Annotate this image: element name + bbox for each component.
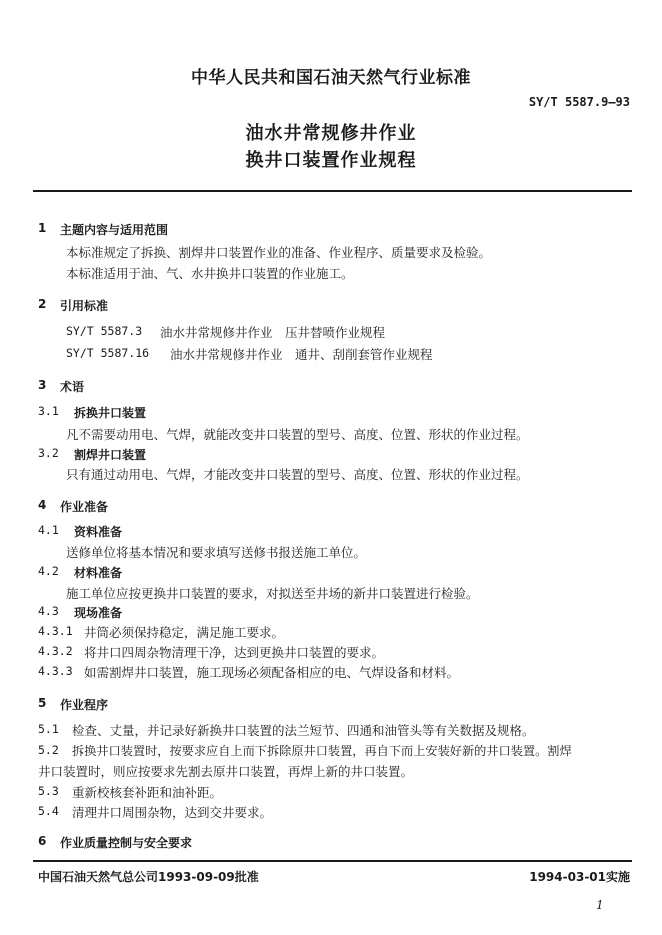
- section-5-1-number: 5.1: [38, 722, 59, 736]
- section-5-3-text: 重新校核套补距和油补距。: [72, 785, 223, 800]
- section-4-3-1-text: 井筒必须保持稳定，满足施工要求。: [84, 625, 285, 640]
- section-1-number: 1: [38, 221, 47, 235]
- section-4-1-number: 4.1: [38, 523, 59, 537]
- section-4-3-2-number: 4.3.2: [38, 644, 73, 658]
- section-4-2-number: 4.2: [38, 564, 59, 578]
- section-4-1-text: 送修单位将基本情况和要求填写送修书报送施工单位。: [66, 545, 367, 560]
- section-3-number: 3: [38, 378, 47, 392]
- section-4-2-title: 材料准备: [74, 566, 123, 580]
- section-4-3-number: 4.3: [38, 604, 59, 618]
- section-5-4-text: 清理井口周围杂物，达到交井要求。: [72, 805, 273, 820]
- section-4-1-title: 资料准备: [74, 525, 123, 539]
- standard-code: SY/T 5587.9—93: [528, 95, 630, 109]
- section-4-3-3-text: 如需割焊井口装置，施工现场必须配备相应的电、气焊设备和材料。: [84, 665, 460, 680]
- section-3-1-number: 3.1: [38, 404, 59, 418]
- section-4-3-title: 现场准备: [74, 606, 123, 620]
- reference-2-code: SY/T 5587.16: [66, 346, 150, 360]
- section-6-number: 6: [38, 834, 47, 848]
- header-divider: [33, 190, 632, 192]
- section-4-3-3-number: 4.3.3: [38, 664, 73, 678]
- section-3-2-title: 割焊井口装置: [74, 448, 147, 462]
- section-4-2-text: 施工单位应按更换井口装置的要求，对拟送至井场的新井口装置进行检验。: [66, 586, 479, 601]
- standard-body: 中华人民共和国石油天然气行业标准: [191, 68, 471, 88]
- section-5-4-number: 5.4: [38, 804, 59, 818]
- section-3-1-title: 拆换井口装置: [74, 406, 147, 420]
- section-5-2-number: 5.2: [38, 743, 59, 757]
- section-5-2-text-line1: 拆换井口装置时，按要求应自上而下拆除原井口装置，再自下而上安装好新的井口装置。割焊: [72, 744, 572, 758]
- page-number: 1: [596, 898, 604, 912]
- section-1-paragraph-1: 本标准规定了拆换、割焊井口装置作业的准备、作业程序、质量要求及检验。: [66, 245, 492, 260]
- reference-1-title: 油水井常规修井作业 压井替喷作业规程: [160, 325, 386, 340]
- section-5-1-text: 检查、丈量，并记录好新换井口装置的法兰短节、四通和油管头等有关数据及规格。: [72, 723, 535, 738]
- section-3-1-text: 凡不需要动用电、气焊，就能改变井口装置的型号、高度、位置、形状的作业过程。: [66, 427, 529, 442]
- reference-1-code: SY/T 5587.3: [66, 324, 143, 338]
- approval-statement: 中国石油天然气总公司1993-09-09批准: [38, 870, 259, 884]
- section-5-2-text-line2: 井口装置时，则应按要求先割去原井口装置，再焊上新的井口装置。: [38, 764, 414, 779]
- section-4-title: 作业准备: [60, 500, 109, 514]
- section-2-number: 2: [38, 297, 47, 311]
- section-6-title: 作业质量控制与安全要求: [60, 836, 193, 850]
- footer-divider: [33, 860, 632, 862]
- section-4-3-2-text: 将井口四周杂物清理干净，达到更换井口装置的要求。: [84, 645, 385, 660]
- section-1-paragraph-2: 本标准适用于油、气、水井换井口装置的作业施工。: [66, 266, 354, 281]
- section-2-title: 引用标准: [60, 299, 109, 313]
- section-1-title: 主题内容与适用范围: [60, 223, 169, 237]
- document-title-line2: 换井口装置作业规程: [245, 150, 417, 171]
- section-4-number: 4: [38, 498, 47, 512]
- section-5-title: 作业程序: [60, 698, 109, 712]
- section-3-title: 术语: [60, 380, 85, 394]
- section-3-2-text: 只有通过动用电、气焊，才能改变井口装置的型号、高度、位置、形状的作业过程。: [66, 467, 529, 482]
- section-4-3-1-number: 4.3.1: [38, 624, 73, 638]
- section-5-number: 5: [38, 696, 47, 710]
- document-title-line1: 油水井常规修井作业: [245, 123, 417, 144]
- reference-2-title: 油水井常规修井作业 通井、刮削套管作业规程: [170, 347, 433, 362]
- effective-date: 1994-03-01实施: [529, 870, 630, 884]
- section-5-3-number: 5.3: [38, 784, 59, 798]
- section-3-2-number: 3.2: [38, 446, 59, 460]
